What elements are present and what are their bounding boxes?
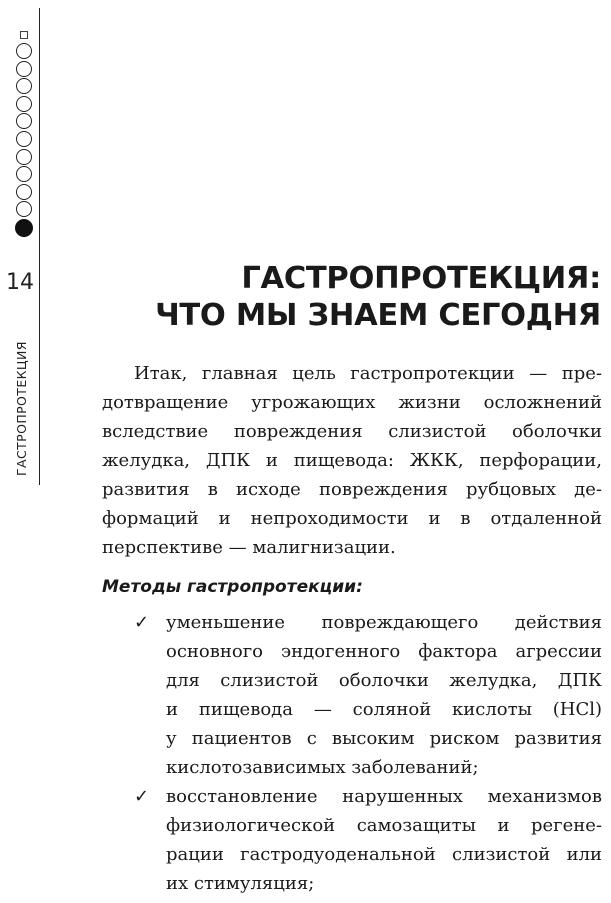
progress-dot xyxy=(16,61,32,77)
progress-dot xyxy=(16,78,32,94)
list-item-line: физиологической самозащиты и регене- xyxy=(166,815,602,836)
list-item-line: уменьшение повреждающего действия xyxy=(166,612,602,633)
checkmark-icon: ✓ xyxy=(134,612,150,633)
paragraph-line: желудка, ДПК и пищевода: ЖКК, перфорации, xyxy=(102,450,602,471)
progress-dot xyxy=(16,43,32,59)
page-number: 14 xyxy=(6,270,34,295)
running-head: ГАСТРОПРОТЕКЦИЯ xyxy=(14,341,29,476)
list-item xyxy=(130,608,602,782)
progress-dot xyxy=(16,201,32,217)
progress-dot xyxy=(16,113,32,129)
chapter-progress-dots xyxy=(13,31,35,239)
list-item-line: восстановление нарушенных механизмов xyxy=(166,786,602,807)
list-item-line: рации гастродуоденальной слизистой или xyxy=(166,844,602,865)
progress-dot xyxy=(16,149,32,165)
checkmark-icon: ✓ xyxy=(134,786,150,807)
paragraph-line: дотвращение угрожающих жизни осложнений xyxy=(102,392,602,413)
paragraph-line: формаций и непроходимости и в отдаленной xyxy=(102,508,602,529)
list-item-line: кислотозависимых заболеваний; xyxy=(166,757,479,778)
paragraph-line: развития в исходе повреждения рубцовых де- xyxy=(102,479,602,500)
chapter-title xyxy=(155,260,601,334)
list-item-line: для слизистой оболочки желудка, ДПК xyxy=(166,670,602,691)
paragraph-line: перспективе — малигнизации. xyxy=(102,537,396,558)
methods-list xyxy=(130,608,602,898)
paragraph-line: Итак, главная цель гастропротекции — пре- xyxy=(134,363,602,384)
paragraph-line: вследствие повреждения слизистой оболочки xyxy=(102,421,602,442)
list-item-line: у пациентов с высоким риском развития xyxy=(166,728,602,749)
progress-marker-square xyxy=(20,31,28,39)
progress-dot xyxy=(16,131,32,147)
list-item-line: основного эндогенного фактора агрессии xyxy=(166,641,602,662)
chapter-title-line-2: ЧТО МЫ ЗНАЕМ СЕГОДНЯ xyxy=(155,298,601,333)
progress-dot xyxy=(16,184,32,200)
progress-dot-current xyxy=(15,219,33,237)
list-item-line: их стимуляция; xyxy=(166,873,315,894)
list-item xyxy=(130,782,602,898)
progress-dot xyxy=(16,166,32,182)
progress-dot xyxy=(16,96,32,112)
chapter-title-line-1: ГАСТРОПРОТЕКЦИЯ: xyxy=(241,261,601,296)
list-item-line: и пищевода — соляной кислоты (HCl) xyxy=(166,699,602,720)
intro-paragraph xyxy=(102,359,602,562)
methods-heading: Методы гастропротекции: xyxy=(102,577,363,597)
margin-rule xyxy=(39,8,40,485)
